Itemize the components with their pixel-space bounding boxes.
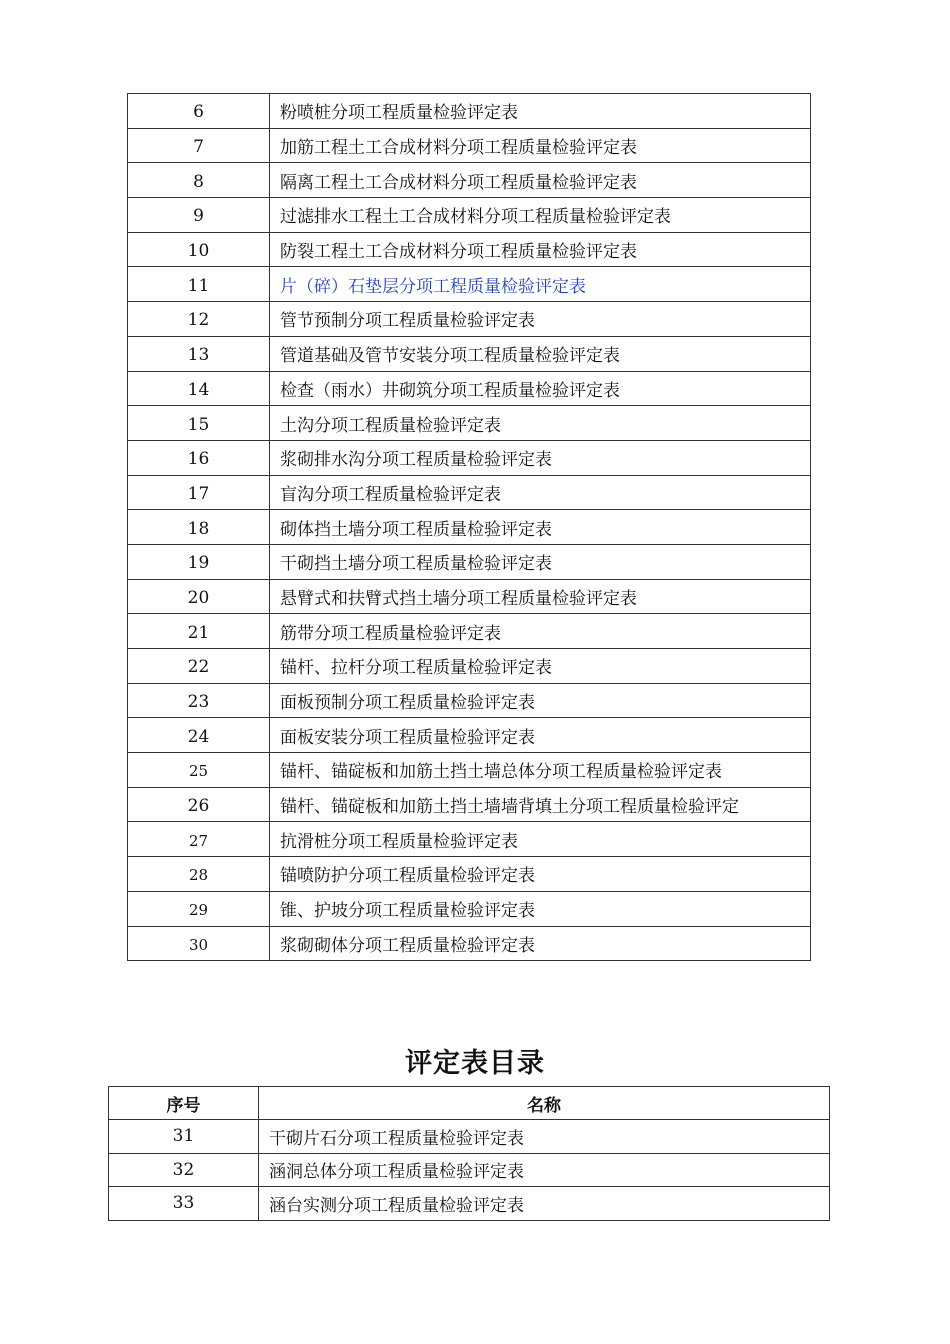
row-number: 20	[128, 579, 270, 614]
table-row	[128, 544, 811, 579]
row-name: 加筋工程土工合成材料分项工程质量检验评定表	[270, 128, 811, 163]
table-row	[128, 302, 811, 337]
table-row	[128, 753, 811, 788]
table-row	[128, 579, 811, 614]
table-row	[128, 926, 811, 961]
table-body	[109, 1120, 830, 1221]
table-row	[128, 822, 811, 857]
row-name: 浆砌排水沟分项工程质量检验评定表	[270, 440, 811, 475]
row-number: 7	[128, 128, 270, 163]
row-name: 砌体挡土墙分项工程质量检验评定表	[270, 510, 811, 545]
row-name: 检查（雨水）井砌筑分项工程质量检验评定表	[270, 371, 811, 406]
row-number: 28	[128, 857, 270, 892]
row-name: 粉喷桩分项工程质量检验评定表	[270, 94, 811, 129]
table-row	[128, 163, 811, 198]
table-row	[109, 1120, 830, 1154]
row-number: 18	[128, 510, 270, 545]
table-row	[128, 232, 811, 267]
row-name: 面板安装分项工程质量检验评定表	[270, 718, 811, 753]
row-name: 锚杆、拉杆分项工程质量检验评定表	[270, 649, 811, 684]
row-name: 管节预制分项工程质量检验评定表	[270, 302, 811, 337]
row-number: 31	[109, 1120, 259, 1154]
row-number: 26	[128, 787, 270, 822]
table-row	[128, 614, 811, 649]
row-name: 锚杆、锚碇板和加筋土挡土墙总体分项工程质量检验评定表	[270, 753, 811, 788]
table-row	[109, 1153, 830, 1187]
row-number: 10	[128, 232, 270, 267]
table-row	[128, 718, 811, 753]
row-number: 25	[128, 753, 270, 788]
row-name: 涵台实测分项工程质量检验评定表	[259, 1187, 830, 1221]
row-name: 隔离工程土工合成材料分项工程质量检验评定表	[270, 163, 811, 198]
table-header-row	[109, 1087, 830, 1120]
table-row	[128, 336, 811, 371]
table-row	[128, 198, 811, 233]
row-number: 21	[128, 614, 270, 649]
row-number: 23	[128, 683, 270, 718]
table-row	[128, 406, 811, 441]
table-row	[128, 787, 811, 822]
row-name: 片（碎）石垫层分项工程质量检验评定表	[270, 267, 811, 302]
table-row	[128, 891, 811, 926]
row-name: 锚喷防护分项工程质量检验评定表	[270, 857, 811, 892]
row-number: 12	[128, 302, 270, 337]
row-name: 土沟分项工程质量检验评定表	[270, 406, 811, 441]
row-name: 防裂工程土工合成材料分项工程质量检验评定表	[270, 232, 811, 267]
row-name: 干砌片石分项工程质量检验评定表	[259, 1120, 830, 1154]
evaluation-table-part1	[127, 93, 811, 961]
row-number: 6	[128, 94, 270, 129]
table-row	[128, 649, 811, 684]
row-name: 过滤排水工程土工合成材料分项工程质量检验评定表	[270, 198, 811, 233]
evaluation-table-part2	[108, 1086, 830, 1221]
row-name: 管道基础及管节安装分项工程质量检验评定表	[270, 336, 811, 371]
row-number: 27	[128, 822, 270, 857]
table-row	[128, 267, 811, 302]
row-number: 17	[128, 475, 270, 510]
row-number: 32	[109, 1153, 259, 1187]
row-name: 盲沟分项工程质量检验评定表	[270, 475, 811, 510]
row-name: 干砌挡土墙分项工程质量检验评定表	[270, 544, 811, 579]
row-number: 19	[128, 544, 270, 579]
table-row	[128, 857, 811, 892]
row-number: 11	[128, 267, 270, 302]
row-number: 15	[128, 406, 270, 441]
table-row	[128, 475, 811, 510]
column-header-number: 序号	[109, 1087, 259, 1120]
table-row	[128, 371, 811, 406]
table-row	[128, 128, 811, 163]
table-row	[128, 94, 811, 129]
row-number: 13	[128, 336, 270, 371]
table-body	[128, 94, 811, 961]
column-header-name: 名称	[259, 1087, 830, 1120]
row-name: 涵洞总体分项工程质量检验评定表	[259, 1153, 830, 1187]
row-name: 筋带分项工程质量检验评定表	[270, 614, 811, 649]
row-name: 锥、护坡分项工程质量检验评定表	[270, 891, 811, 926]
row-number: 30	[128, 926, 270, 961]
row-number: 14	[128, 371, 270, 406]
table-row	[128, 440, 811, 475]
table-title: 评定表目录	[405, 1048, 545, 1079]
row-number: 33	[109, 1187, 259, 1221]
row-number: 8	[128, 163, 270, 198]
row-number: 16	[128, 440, 270, 475]
row-number: 24	[128, 718, 270, 753]
row-name: 面板预制分项工程质量检验评定表	[270, 683, 811, 718]
table-row	[109, 1187, 830, 1221]
table-row	[128, 683, 811, 718]
row-number: 22	[128, 649, 270, 684]
row-name: 悬臂式和扶臂式挡土墙分项工程质量检验评定表	[270, 579, 811, 614]
row-name: 浆砌砌体分项工程质量检验评定表	[270, 926, 811, 961]
row-name: 锚杆、锚碇板和加筋土挡土墙墙背填土分项工程质量检验评定	[270, 787, 811, 822]
row-name: 抗滑桩分项工程质量检验评定表	[270, 822, 811, 857]
row-number: 29	[128, 891, 270, 926]
row-number: 9	[128, 198, 270, 233]
table-row	[128, 510, 811, 545]
